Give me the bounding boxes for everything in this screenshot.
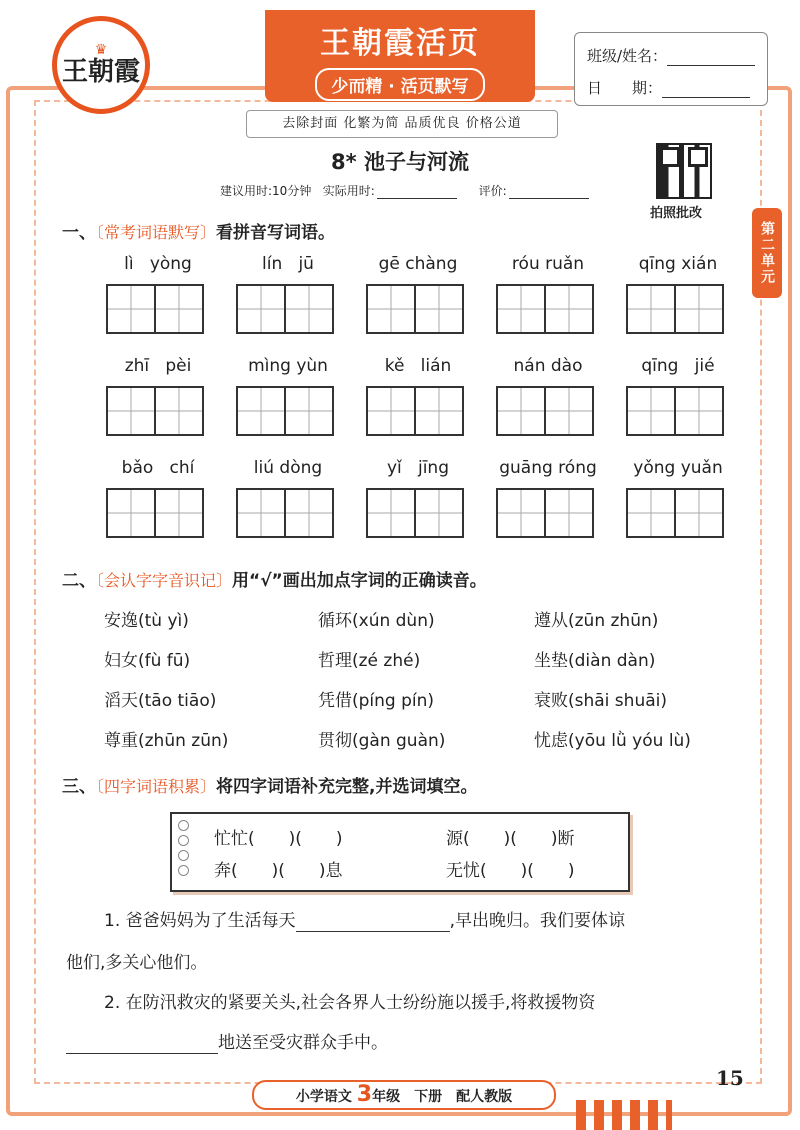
- writing-box[interactable]: [414, 386, 464, 436]
- pinyin-word-10: [626, 356, 730, 436]
- pinyin-text: kě lián: [384, 356, 452, 376]
- writing-box[interactable]: [626, 488, 676, 538]
- logo-text: 王朝霞: [61, 57, 140, 87]
- pinyin-word-13: [366, 458, 470, 538]
- section3-instruction: 将四字词语补充完整,并选词填空。: [216, 777, 478, 797]
- section2-instruction: 用“√”画出加点字词的正确读音。: [232, 571, 487, 591]
- pinyin-word-5: [626, 254, 730, 334]
- date-label: 日 期：: [587, 79, 663, 97]
- section3-tag: 〔四字词语积累〕: [96, 777, 217, 796]
- writing-box[interactable]: [496, 488, 546, 538]
- writing-boxes: [366, 386, 470, 436]
- section2-heading: [62, 566, 487, 591]
- pronunciation-item-9[interactable]: 衰败(shāi shuāi): [534, 691, 667, 711]
- footer-grade-suffix: 年级 下册 配人教版: [372, 1089, 513, 1105]
- writing-boxes: [366, 488, 470, 538]
- pinyin-text: qīng xián: [638, 254, 718, 274]
- date-blank[interactable]: [662, 83, 750, 98]
- evaluation-blank[interactable]: [509, 186, 589, 199]
- pinyin-word-6: [106, 356, 210, 436]
- decorative-stripes: [576, 1100, 672, 1130]
- pinyin-text: yǐ jīng: [386, 458, 449, 478]
- writing-box[interactable]: [236, 488, 286, 538]
- pinyin-word-9: [496, 356, 600, 436]
- crown-icon: ♛: [94, 42, 108, 58]
- writing-box[interactable]: [414, 488, 464, 538]
- pinyin-text: lì yòng: [124, 254, 192, 274]
- writing-box[interactable]: [674, 488, 724, 538]
- writing-boxes: [496, 488, 600, 538]
- writing-box[interactable]: [236, 386, 286, 436]
- pinyin-text: róu ruǎn: [511, 254, 585, 274]
- writing-boxes: [496, 386, 600, 436]
- idiom-3[interactable]: 奔( )( )息: [214, 861, 343, 881]
- pronunciation-item-1[interactable]: 安逸(tù yì): [104, 611, 189, 631]
- writing-boxes: [626, 386, 730, 436]
- writing-box[interactable]: [496, 284, 546, 334]
- pinyin-word-7: [236, 356, 340, 436]
- writing-box[interactable]: [236, 284, 286, 334]
- pinyin-text: lín jū: [262, 254, 314, 274]
- name-label: 班级/姓名：: [587, 47, 668, 65]
- page-inner-border: [34, 100, 762, 1084]
- brand-tagline: 少而精 · 活页默写: [315, 68, 484, 101]
- writing-box[interactable]: [284, 488, 334, 538]
- actual-time-blank[interactable]: [377, 186, 457, 199]
- section1-heading: [62, 218, 335, 243]
- pinyin-word-3: [366, 254, 470, 334]
- writing-box[interactable]: [106, 284, 156, 334]
- writing-box[interactable]: [544, 488, 594, 538]
- footer-badge: [252, 1080, 556, 1110]
- pinyin-word-12: [236, 458, 340, 538]
- pinyin-text: zhī pèi: [124, 356, 192, 376]
- question-2-line2: [66, 1032, 388, 1054]
- writing-boxes: [496, 284, 600, 334]
- writing-boxes: [106, 284, 210, 334]
- pinyin-word-4: [496, 254, 600, 334]
- suggested-time: 建议用时:10分钟: [220, 184, 312, 198]
- binder-rings: [178, 820, 190, 880]
- lesson-title: 8* 池子与河流: [331, 150, 469, 174]
- pronunciation-item-3[interactable]: 遵从(zūn zhūn): [534, 611, 659, 631]
- header-banner: [265, 10, 535, 102]
- writing-box[interactable]: [154, 488, 204, 538]
- pronunciation-item-6[interactable]: 坐垫(diàn dàn): [534, 651, 656, 671]
- writing-boxes: [106, 386, 210, 436]
- writing-box[interactable]: [106, 488, 156, 538]
- writing-box[interactable]: [154, 386, 204, 436]
- writing-box[interactable]: [544, 284, 594, 334]
- pronunciation-item-11[interactable]: 贯彻(gàn guàn): [318, 731, 446, 751]
- question-2-blank[interactable]: [66, 1035, 218, 1054]
- brand-logo: [52, 16, 150, 114]
- evaluation-label: 评价:: [478, 184, 507, 198]
- idiom-4[interactable]: 无忧( )( ): [446, 861, 575, 881]
- slogans: 去除封面 化繁为简 品质优良 价格公道: [246, 110, 558, 138]
- question-2-line1: 2. 在防汛救灾的紧要关头,社会各界人士纷纷施以援手,将救援物资: [104, 993, 596, 1013]
- pinyin-word-15: [626, 458, 730, 538]
- footer-grade: 3: [356, 1082, 373, 1107]
- question-1-line2: 他们,多关心他们。: [66, 953, 208, 973]
- pinyin-text: yǒng yuǎn: [633, 458, 723, 478]
- name-date-box: [574, 32, 768, 106]
- pronunciation-item-5[interactable]: 哲理(zé zhé): [318, 651, 421, 671]
- pinyin-text: qīng jié: [641, 356, 715, 376]
- writing-box[interactable]: [496, 386, 546, 436]
- idiom-card: [170, 812, 630, 892]
- question-1-part2: ,早出晚归。我们要体谅: [449, 911, 626, 931]
- writing-box[interactable]: [674, 386, 724, 436]
- pinyin-word-8: [366, 356, 470, 436]
- question-1-blank[interactable]: [296, 913, 450, 932]
- pronunciation-item-10[interactable]: 尊重(zhūn zūn): [104, 731, 229, 751]
- pronunciation-item-12[interactable]: 忧虑(yōu lǜ yóu lù): [534, 731, 691, 751]
- pinyin-word-1: [106, 254, 210, 334]
- question-2-text: 地送至受灾群众手中。: [218, 1033, 388, 1053]
- idiom-2[interactable]: 源( )( )断: [446, 829, 575, 849]
- qr-code-icon[interactable]: [656, 143, 712, 199]
- section1-tag: 〔常考词语默写〕: [96, 223, 217, 242]
- pinyin-text: mìng yùn: [248, 356, 328, 376]
- unit-tab: 第二单元: [752, 208, 782, 298]
- writing-box[interactable]: [674, 284, 724, 334]
- writing-boxes: [366, 284, 470, 334]
- actual-time-label: 实际用时:: [322, 184, 375, 198]
- pronunciation-item-2[interactable]: 循环(xún dùn): [318, 611, 435, 631]
- pinyin-text: bǎo chí: [121, 458, 195, 478]
- pronunciation-item-4[interactable]: 妇女(fù fū): [104, 651, 191, 671]
- idiom-1[interactable]: 忙忙( )( ): [214, 829, 343, 849]
- lesson-meta: [220, 182, 607, 199]
- writing-boxes: [626, 488, 730, 538]
- writing-box[interactable]: [544, 386, 594, 436]
- writing-box[interactable]: [366, 488, 416, 538]
- section2-number: 二、: [62, 571, 96, 591]
- question-1-part1: 1. 爸爸妈妈为了生活每天: [104, 911, 296, 931]
- writing-box[interactable]: [366, 284, 416, 334]
- section3-heading: [62, 772, 477, 797]
- pinyin-word-2: [236, 254, 340, 334]
- writing-boxes: [106, 488, 210, 538]
- writing-boxes: [236, 488, 340, 538]
- writing-box[interactable]: [284, 386, 334, 436]
- pinyin-text: guāng róng: [499, 458, 597, 478]
- writing-box[interactable]: [106, 386, 156, 436]
- qr-label: 拍照批改: [650, 206, 703, 221]
- section1-instruction: 看拼音写词语。: [216, 223, 336, 243]
- section3-number: 三、: [62, 777, 96, 797]
- section1-number: 一、: [62, 223, 96, 243]
- writing-boxes: [626, 284, 730, 334]
- pinyin-word-11: [106, 458, 210, 538]
- writing-box[interactable]: [154, 284, 204, 334]
- writing-boxes: [236, 284, 340, 334]
- pinyin-text: liú dòng: [253, 458, 323, 478]
- writing-box[interactable]: [414, 284, 464, 334]
- writing-boxes: [236, 386, 340, 436]
- section2-tag: 〔会认字字音识记〕: [96, 571, 233, 590]
- writing-box[interactable]: [366, 386, 416, 436]
- footer-subject: 小学语文: [295, 1089, 352, 1105]
- page-number: 15: [716, 1066, 744, 1090]
- brand-title: 王朝霞活页: [320, 26, 480, 61]
- name-blank[interactable]: [667, 51, 755, 66]
- writing-box[interactable]: [626, 284, 676, 334]
- pronunciation-item-8[interactable]: 凭借(píng pín): [318, 691, 435, 711]
- pinyin-word-14: [496, 458, 600, 538]
- pinyin-text: gē chàng: [378, 254, 458, 274]
- pronunciation-item-7[interactable]: 滔天(tāo tiāo): [104, 691, 217, 711]
- writing-box[interactable]: [626, 386, 676, 436]
- pinyin-text: nán dào: [513, 356, 583, 376]
- question-1-line1: [104, 910, 625, 932]
- writing-box[interactable]: [284, 284, 334, 334]
